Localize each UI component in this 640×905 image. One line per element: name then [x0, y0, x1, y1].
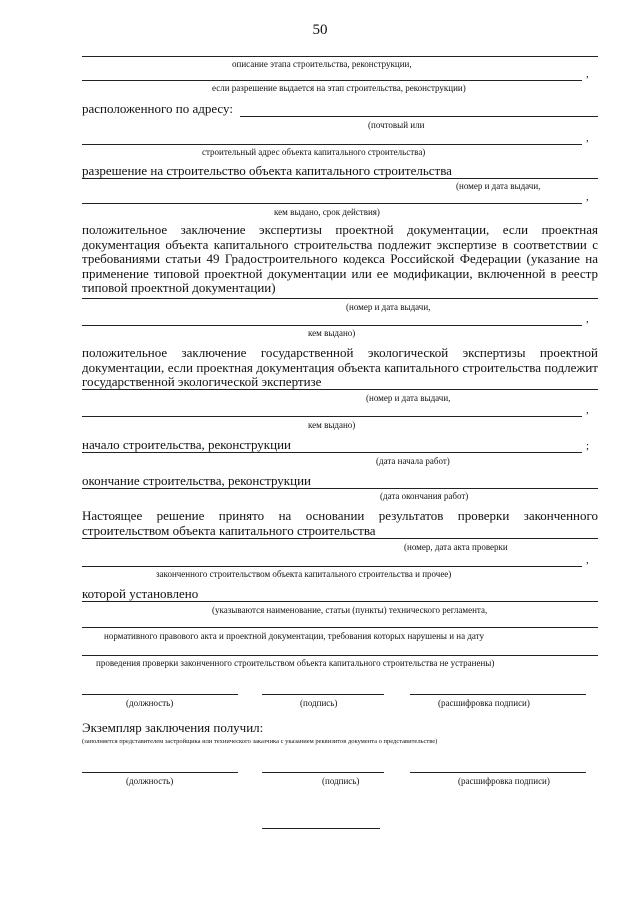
caption-postal: (почтовый или [368, 120, 425, 130]
fill-line[interactable] [82, 538, 598, 539]
signature-line[interactable] [262, 772, 384, 773]
label-located: расположенного по адресу: [82, 101, 233, 116]
fill-line[interactable] [82, 325, 582, 326]
caption-eco-issued: кем выдано) [308, 420, 356, 430]
caption-signature: (подпись) [300, 698, 338, 708]
fill-line[interactable] [82, 488, 598, 489]
caption-exp-num: (номер и дата выдачи, [346, 302, 431, 312]
fill-line[interactable] [82, 389, 598, 390]
fill-line[interactable] [240, 116, 598, 117]
decoding-line[interactable] [410, 772, 586, 773]
caption-permit-num: (номер и дата выдачи, [456, 181, 541, 191]
fill-line[interactable] [82, 298, 598, 299]
fill-line[interactable] [82, 144, 582, 145]
caption-reg-end: проведения проверки законченного строительством объекта капитального строительства не устранены) [96, 658, 495, 668]
decoding-line[interactable] [410, 694, 586, 695]
fill-line[interactable] [82, 56, 598, 57]
label-end: окончание строительства, реконструкции [82, 473, 311, 488]
caption-act-num: (номер, дата акта проверки [404, 542, 508, 552]
fill-line[interactable] [82, 655, 598, 656]
label-established: которой установлено [82, 586, 199, 601]
caption-reg-names: (указываются наименование, статьи (пункты) технического регламента, [212, 605, 488, 615]
caption-act-cont: законченного строительством объекта капитального строительства и прочее) [156, 569, 452, 579]
signature-line[interactable] [262, 694, 384, 695]
caption-eco-num: (номер и дата выдачи, [366, 393, 451, 403]
page-number: 50 [312, 22, 328, 38]
caption-position: (должность) [126, 776, 174, 786]
position-line[interactable] [82, 772, 238, 773]
fill-line[interactable] [82, 416, 582, 417]
caption-decoding: (расшифровка подписи) [438, 698, 530, 708]
position-line[interactable] [82, 694, 238, 695]
fill-line[interactable] [82, 627, 598, 628]
paragraph-expertise: положительное заключение экспертизы проектной документации, если проектная документация объекта капитального строительства подлежит экспертизе в соответствии с требованиями статьи 49 Градостроительного кодекса Российской Федерации (указание на применение типовой проектной документации или ее модификации, включенной в реестр типовой проектной документации) [82, 222, 598, 296]
caption-stage: описание этапа строительства, реконструкции, [232, 59, 412, 69]
paragraph-decision: Настоящее решение принято на основании результатов проверки законченного строительством объекта капитального строительства [82, 508, 598, 538]
label-start: начало строительства, реконструкции [82, 437, 291, 452]
caption-issued-term: кем выдано, срок действия) [274, 207, 380, 217]
comma-mark: , [586, 313, 589, 325]
label-permit: разрешение на строительство объекта капитального строительства [82, 163, 452, 178]
comma-mark: , [586, 191, 589, 203]
caption-reg-cont: нормативного правового акта и проектной документации, требования которых нарушены и на дату [104, 631, 484, 641]
comma-mark: , [586, 554, 589, 566]
closing-separator [262, 828, 380, 829]
comma-mark: , [586, 132, 589, 144]
comma-mark: , [586, 68, 589, 80]
caption-decoding: (расшифровка подписи) [458, 776, 550, 786]
copy-note: (заполняется представителем застройщика или технического заказчика с указанием реквизитов документа о представительстве) [82, 738, 438, 745]
caption-signature: (подпись) [322, 776, 360, 786]
fill-line[interactable] [82, 566, 582, 567]
caption-start-date: (дата начала работ) [376, 456, 450, 466]
caption-if-stage: если разрешение выдается на этап строительства, реконструкции) [212, 83, 466, 93]
caption-issued-by: кем выдано) [308, 328, 356, 338]
semicolon-mark: ; [586, 440, 590, 452]
fill-line[interactable] [82, 178, 598, 179]
comma-mark: , [586, 404, 589, 416]
caption-construction-address: строительный адрес объекта капитального строительства) [202, 147, 426, 157]
paragraph-eco: положительное заключение государственной экологической экспертизы проектной документации, если проектная документация объекта капитального строительства подлежит государственной экологической экспертизе [82, 345, 598, 390]
label-copy-received: Экземпляр заключения получил: [82, 720, 264, 735]
fill-line[interactable] [82, 203, 582, 204]
caption-position: (должность) [126, 698, 174, 708]
fill-line[interactable] [82, 601, 598, 602]
fill-line[interactable] [82, 452, 582, 453]
caption-end-date: (дата окончания работ) [380, 491, 469, 501]
fill-line[interactable] [82, 80, 582, 81]
